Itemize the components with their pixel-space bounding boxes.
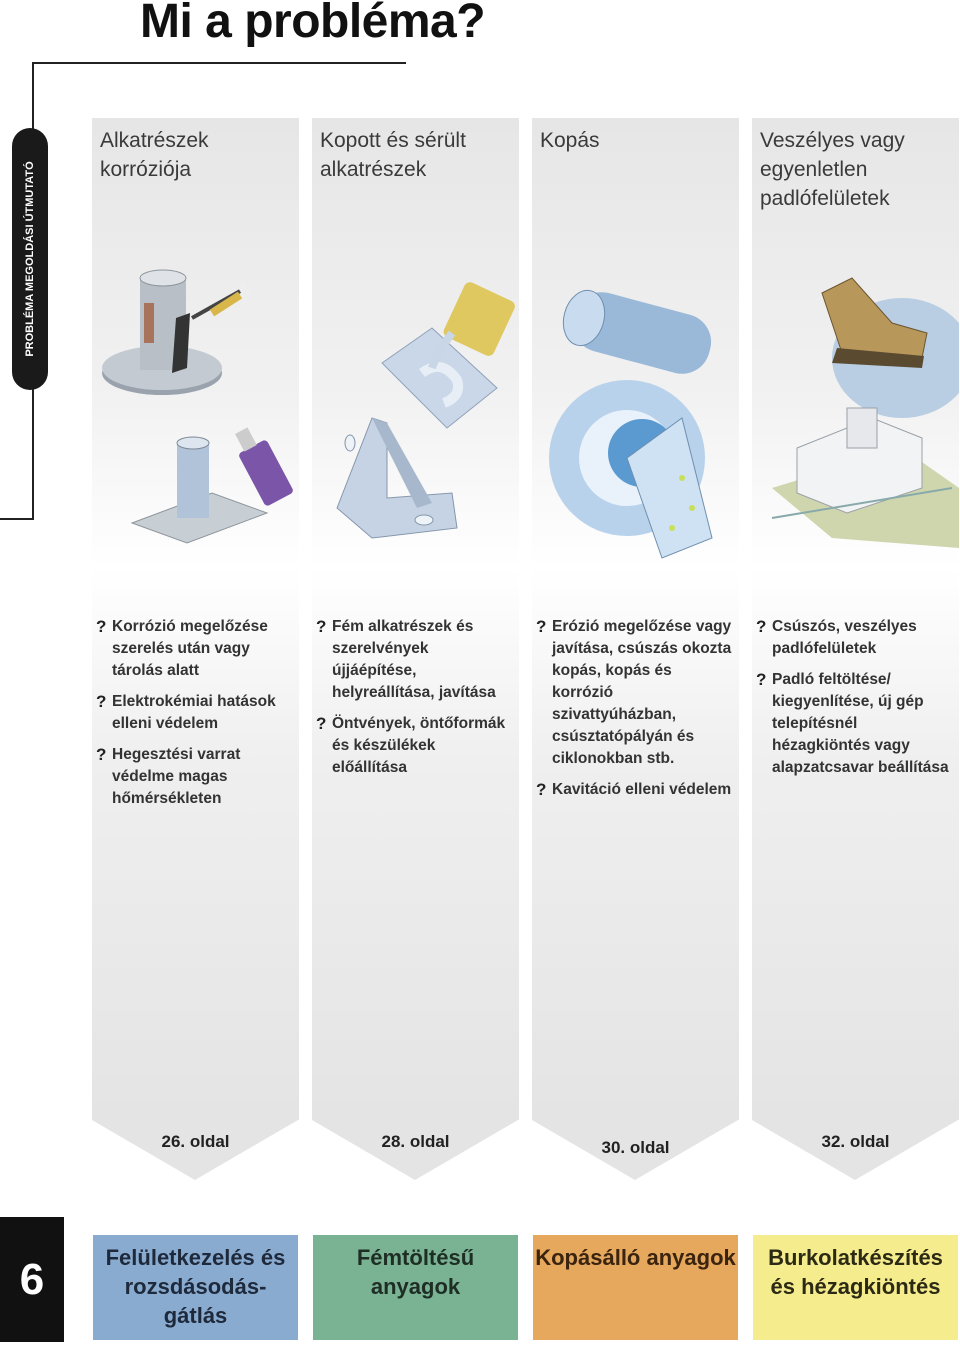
wear-illustration bbox=[532, 118, 739, 568]
column-worn-parts bbox=[312, 118, 519, 1151]
side-tab-label: PROBLÉMA MEGOLDÁSI ÚTMUTATÓ bbox=[24, 161, 36, 357]
corrosion-parts-illustration bbox=[92, 118, 299, 568]
page-number: 6 bbox=[0, 1217, 64, 1342]
list-item: ? Korrózió megelőzése szerelés után vagy tárolás alatt bbox=[96, 617, 268, 679]
question-marker: ? bbox=[536, 617, 547, 636]
column-title: Kopott és sérült alkatrészek bbox=[320, 129, 466, 181]
floor-illustration bbox=[752, 118, 959, 568]
worn-parts-illustration bbox=[312, 118, 519, 568]
page-reference[interactable]: 32. oldal bbox=[821, 1132, 890, 1151]
list-item: ? Kavitáció elleni védelem bbox=[536, 780, 732, 799]
column-title: Alkatrészek korróziója bbox=[100, 129, 209, 181]
category-flooring-grouting[interactable]: Burkolatkészítés és hézagkiöntés bbox=[753, 1235, 958, 1340]
bracket-line-bottom bbox=[0, 518, 34, 520]
list-item: ? Csúszós, veszélyes padlófelületek bbox=[756, 617, 917, 657]
column-floors bbox=[752, 118, 959, 1151]
question-marker: ? bbox=[756, 670, 767, 689]
side-tab bbox=[12, 128, 48, 390]
category-surface-treatment[interactable]: Felületkezelés és rozsdásodás-gátlás bbox=[93, 1235, 298, 1340]
item-list bbox=[312, 616, 519, 788]
bracket-line-top bbox=[32, 62, 406, 64]
category-wear-resistant[interactable]: Kopásálló anyagok bbox=[533, 1235, 738, 1340]
list-item: ? Hegesztési varrat védelme magas hőmérsékleten bbox=[96, 745, 241, 807]
question-marker: ? bbox=[756, 617, 767, 636]
item-list bbox=[752, 616, 959, 788]
column-corrosion bbox=[92, 118, 299, 1151]
question-marker: ? bbox=[316, 617, 327, 636]
question-marker: ? bbox=[96, 745, 107, 764]
page-reference[interactable]: 28. oldal bbox=[381, 1132, 450, 1151]
question-marker: ? bbox=[536, 780, 547, 799]
item-list bbox=[532, 616, 739, 810]
question-marker: ? bbox=[96, 617, 107, 636]
column-title: Kopás bbox=[540, 129, 600, 152]
page-reference[interactable]: 26. oldal bbox=[161, 1132, 230, 1151]
category-metal-filled[interactable]: Fémtöltésű anyagok bbox=[313, 1235, 518, 1340]
page-title: Mi a probléma? bbox=[140, 0, 486, 48]
page-reference[interactable]: 30. oldal bbox=[601, 1138, 670, 1157]
column-wear bbox=[532, 118, 739, 1157]
list-item: ? Elektrokémiai hatások elleni védelem bbox=[96, 692, 276, 732]
list-item: ? Öntvények, öntőformák és készülékek előállítása bbox=[316, 714, 506, 776]
question-marker: ? bbox=[316, 714, 327, 733]
question-marker: ? bbox=[96, 692, 107, 711]
list-item: ? Fém alkatrészek és szerelvények újjáépítése, helyreállítása, javítása bbox=[316, 617, 496, 701]
column-title: Veszélyes vagy egyenletlen padlófelületek bbox=[760, 129, 905, 210]
item-list bbox=[92, 616, 299, 819]
list-item: ? Erózió megelőzése vagy javítása, csúszás okozta kopás, kopás és korrózió szivattyúházban, csúsztatópályán és ciklonokban stb. bbox=[536, 617, 732, 767]
list-item: ? Padló feltöltése/ kiegyenlítése, új gép telepítésnél hézagkiöntés vagy alapzatcsavar beállítása bbox=[756, 670, 949, 776]
